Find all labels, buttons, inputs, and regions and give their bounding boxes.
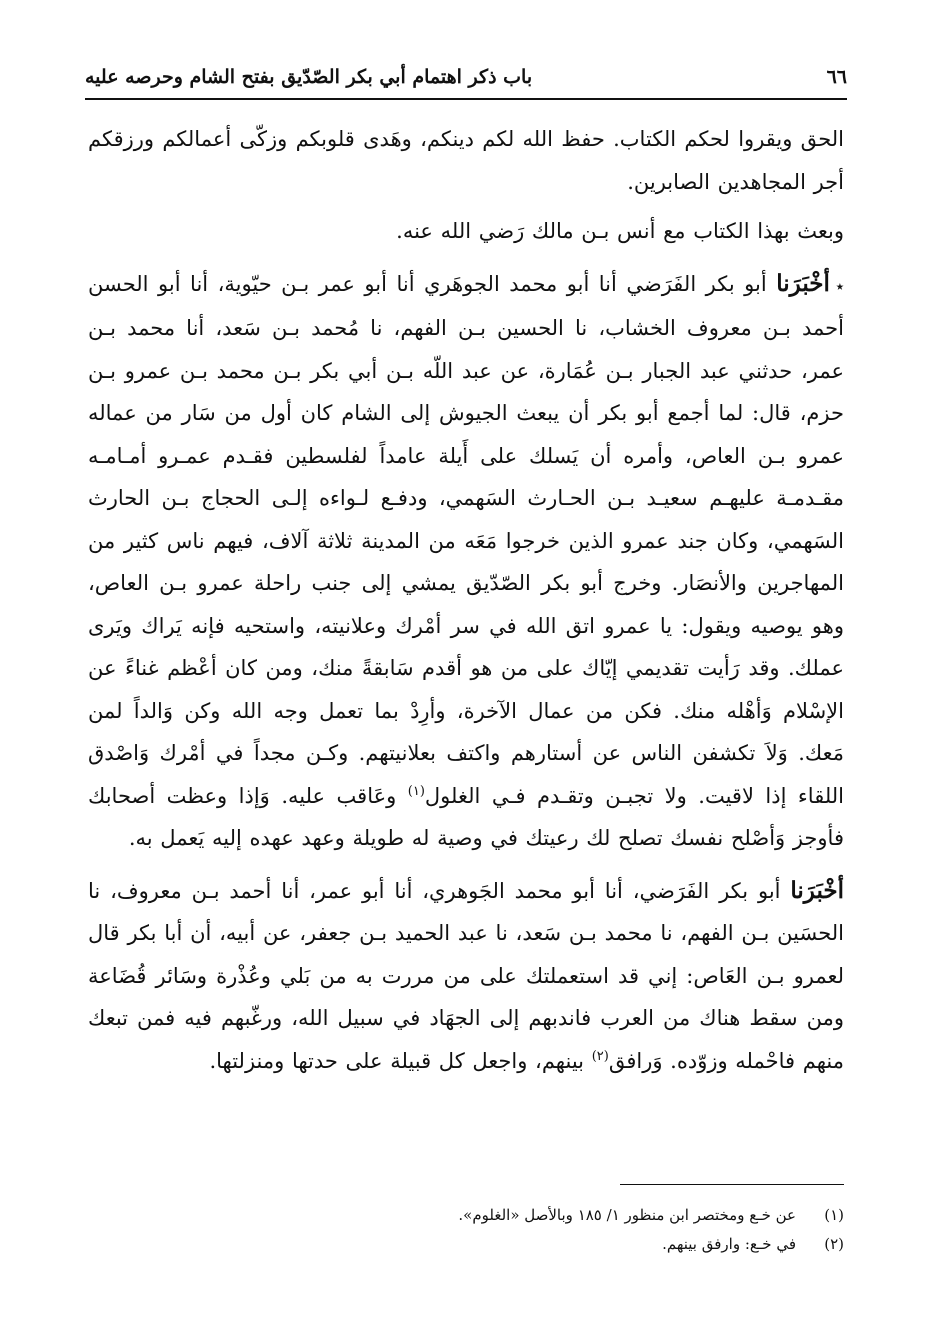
footnote-2 <box>88 1230 844 1259</box>
footnote-number: (١) <box>824 1206 844 1224</box>
footnote-number: (٢) <box>824 1235 844 1253</box>
hadith-1-text-end: وعَاقب عليه. وَإذا وعظت أصحابك فأوجز وَأصْلح نفسك تصلح لك رعيتك في وصية له طويلة وعهد عهده إليه يَعمل به. <box>88 783 844 850</box>
paragraph-letter-sent: وبعث بهذا الكتاب مع أنس بـن مالك رَضي الله عنه. <box>396 219 844 243</box>
paragraph-letter-closing: الحق ويقروا لحكم الكتاب. حفظ الله لكم دينكم، وهَدى قلوبكم وزكّى أعمالكم ورزقكم أجر المجاهدين الصابرين. <box>88 127 844 194</box>
footnote-divider <box>620 1184 844 1185</box>
hadith-2-text: أبو بكر الفَرَضي، أنا أبو محمد الجَوهري، أنا أبو عمر، أنا أحمد بـن معروف، نا الحسَين بـن الفهم، نا محمد بـن سَعد، نا عبد الحميد بـن جعفر، عن أبيه، أن أبا بكر قال لعمرو بـن العَاص: إني قد استعملتك على من مررت به من بَلي وعُذْرة وسَائر قُضَاعة ومن سقط هناك من العرب فاندبهم إلى الجهَاد في سبيل الله، ورغّبهم فيه فمن تبعك منهم فاحْمله وزوّده. وَرافق <box>88 878 844 1073</box>
body-text <box>88 118 844 1082</box>
paragraph-hadith-2 <box>88 870 844 1083</box>
footnotes <box>88 1201 844 1259</box>
footnote-text: في خـع: وارفق بينهم. <box>662 1235 796 1253</box>
paragraph-hadith-1 <box>88 263 844 860</box>
footnote-text: عن خـع ومختصر ابن منظور ١/ ١٨٥ وبالأصل «الغلوم». <box>458 1206 796 1224</box>
hadith-marker-icon: ⭑ <box>835 276 844 295</box>
page-number: ٦٦ <box>826 66 847 88</box>
hadith-2-text-end: بينهم، واجعل كل قبيلة على حدتها ومنزلتها. <box>209 1048 592 1073</box>
footnote-1 <box>88 1201 844 1230</box>
lead-word-akhbarana: أخْبَرَنا <box>776 269 830 297</box>
lead-word-akhbarana: أخْبَرَنا <box>790 876 844 904</box>
chapter-title: باب ذكر اهتمام أبي بكر الصّدّيق بفتح الشام وحرصه عليه <box>85 66 533 88</box>
hadith-1-text: أبو بكر الفَرَضي أنا أبو محمد الجوهَري أنا أبو عمر بـن حيّوية، أنا أبو الحسن أحمد بـن معروف الخشاب، نا الحسين بـن الفهم، نا مُحمد بـن سَعد، أنا محمد بـن عمر، حدثني عبد الجبار بـن عُمَارة، عن عبد اللّه بـن أبي بكر بـن محمد بـن عمرو بـن حزم، قال: لما أجمع أبو بكر أن يبعث الجيوش إلى الشام كان أول من سَار من عماله عمرو بـن العاص، وأمره أن يَسلك على أَيلة عامداً لفلسطين فقـدم عمـرو أمـامـه مقـدمـة عليهـم سعيـد بـن الحـارث السَهمي، ودفـع لـواءه إلـى الحجاج بـن الحارث السَهمي، وكان جند عمرو الذين خرجوا مَعَه من المدينة ثلاثة آلاف، فيهم ناس كثير من المهاجرين والأنصَار. وخرج أبو بكر الصّدّيق يمشي إلى جنب راحلة عمرو بـن العاص، وهو يوصيه ويقول: يا عمرو اتق الله في سر أمْرك وعلانيته، واستحيه فإنه يَراك ويَرى عملك. وقد رَأيت تقديمي إيّاك على من هو أقدم سَابقةً منك، ومن كان أعْظم غناءً عن الإسْلام وَأهْله منك. فكن من عمال الآخرة، وأرِدْ بما تعمل وجه الله وكن وَالداً لمن مَعك. وَلاَ تكشفن الناس عن أستارهم واكتف بعلانيتهم. وكـن مجداً في أمْرك وَاصْدق اللقاء إذا لاقيت. ولا تجبـن وتقـدم فـي الغلول <box>88 271 845 808</box>
footnote-reference-2[interactable]: (٢) <box>591 1048 609 1064</box>
running-header <box>85 56 847 100</box>
footnote-reference-1[interactable]: (١) <box>407 783 425 799</box>
